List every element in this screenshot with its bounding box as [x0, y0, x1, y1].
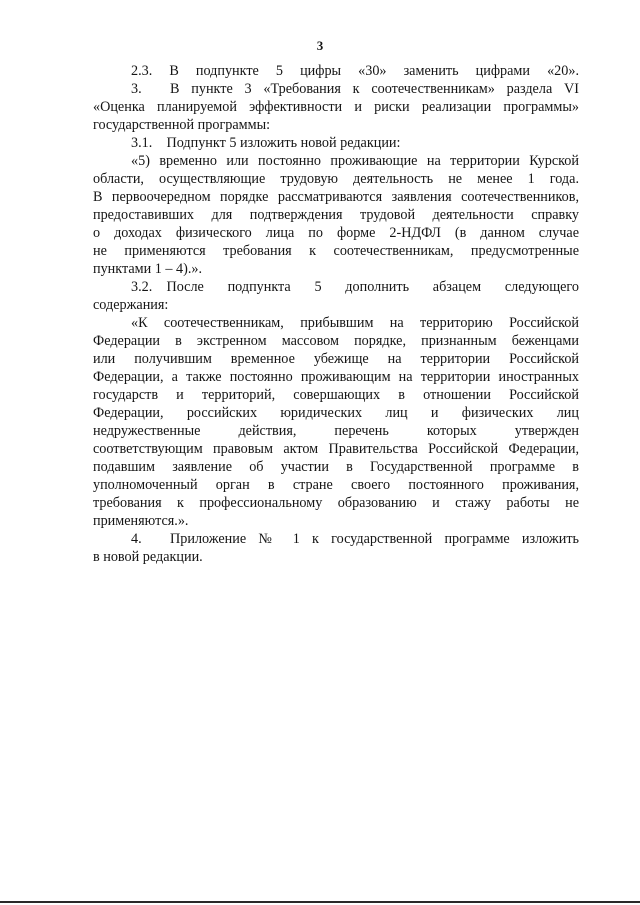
text-line: уполномоченный орган в стране своего постоянного проживания, [93, 477, 579, 493]
text-line: в новой редакции. [93, 549, 203, 565]
text-line: В первоочередном порядке рассматриваются заявления соотечественников, [93, 189, 579, 205]
text-line: применяются.». [93, 513, 189, 529]
text-line: 3.1. Подпункт 5 изложить новой редакции: [131, 135, 401, 151]
text-line: подавшим заявление об участии в Государственной программе в [93, 459, 579, 475]
text-line: Федерации, российских юридических лиц и физических лиц [93, 405, 579, 421]
text-line: области, осуществляющие трудовую деятельность не менее 1 года. [93, 171, 579, 187]
text-line: о доходах физического лица по форме 2-НДФЛ (в данном случае [93, 225, 579, 241]
text-line: не применяются требования к соотечественникам, предусмотренные [93, 243, 579, 259]
text-line: Федерации, а также постоянно проживающим на территории иностранных [93, 369, 579, 385]
text-line: 3. В пункте 3 «Требования к соотечественникам» раздела VI [131, 81, 579, 97]
text-line: 2.3. В подпункте 5 цифры «30» заменить цифрами «20». [131, 63, 579, 79]
text-line: пунктами 1 – 4).». [93, 261, 203, 277]
text-line: «Оценка планируемой эффективности и риски реализации программы» [93, 99, 579, 115]
text-line: недружественные действия, перечень которых утвержден [93, 423, 579, 439]
page-number: 3 [316, 38, 324, 53]
text-line: или получившим временное убежище на территории Российской [93, 351, 579, 367]
text-line: «К соотечественникам, прибывшим на территорию Российской [131, 315, 579, 331]
text-line: государственной программы: [93, 117, 271, 133]
text-line: предоставивших для подтверждения трудовой деятельности справку [93, 207, 579, 223]
text-line: требования к профессиональному образованию и стажу работы не [93, 495, 579, 511]
document-body [93, 62, 579, 566]
text-line: 3.2. После подпункта 5 дополнить абзацем следующего [131, 279, 579, 295]
text-line: содержания: [93, 297, 169, 313]
page-bottom-border [0, 901, 640, 903]
text-line: 4. Приложение № 1 к государственной программе изложить [131, 531, 579, 547]
text-line: соответствующим правовым актом Правительства Российской Федерации, [93, 441, 579, 457]
text-line: Федерации в экстренном массовом порядке, признанным беженцами [93, 333, 579, 349]
text-line: «5) временно или постоянно проживающие на территории Курской [131, 153, 579, 169]
text-line: государств и территорий, совершающих в отношении Российской [93, 387, 579, 403]
